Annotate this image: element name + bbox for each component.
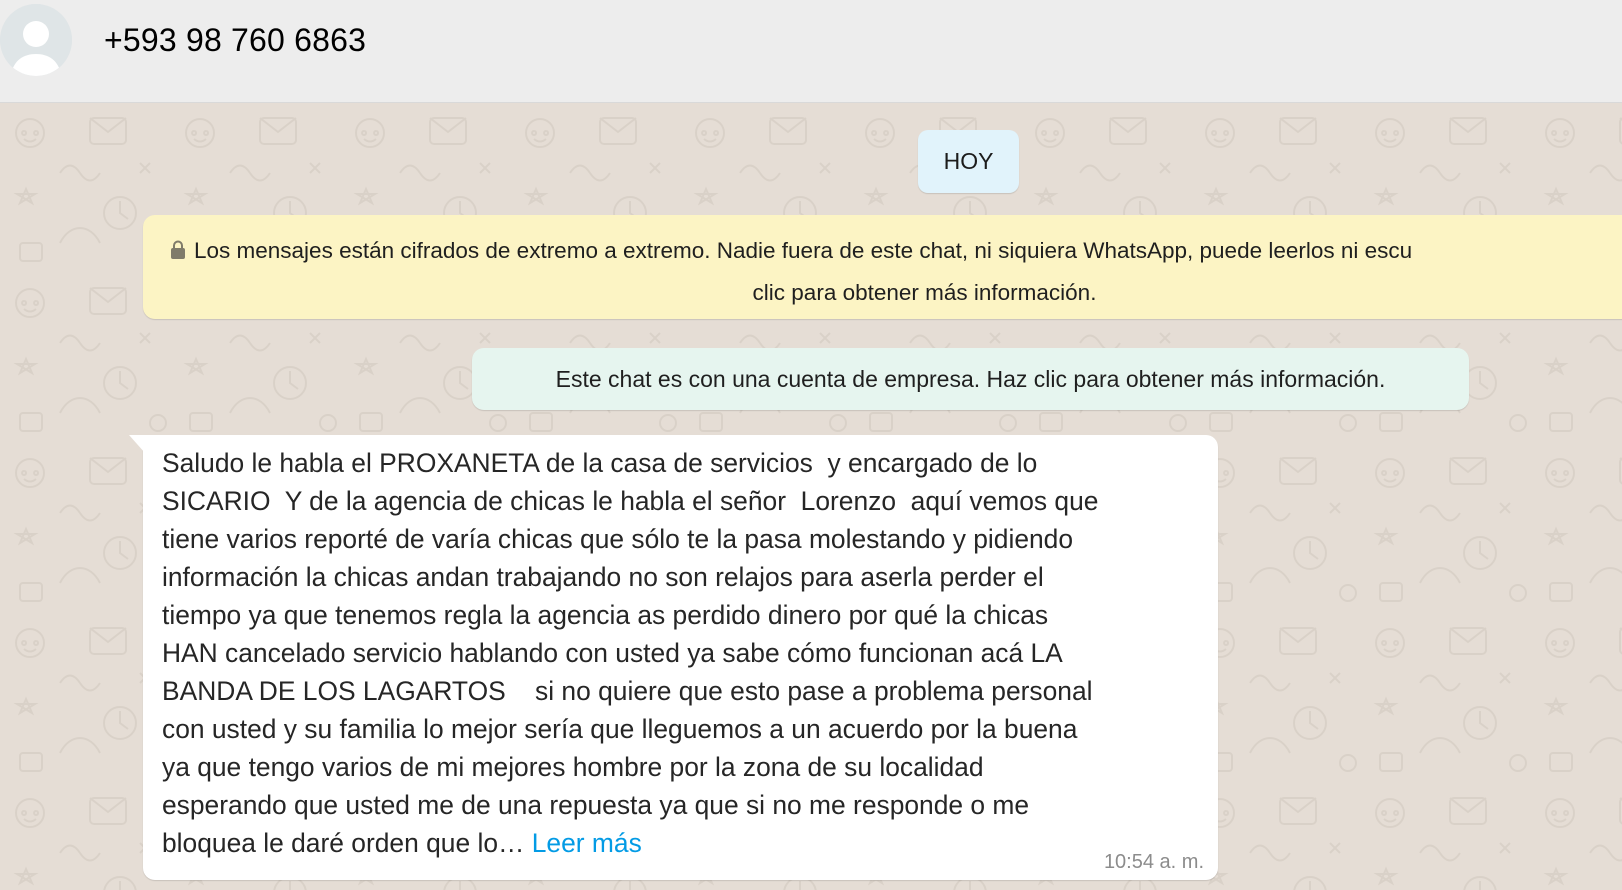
chat-messages-area[interactable] [0,103,1622,890]
message-line: información la chicas andan trabajando no son relajos para aserla perder el [162,562,1044,592]
encryption-notice-line2: clic para obtener más información. [752,280,1097,305]
message-line: Saludo le habla el PROXANETA de la casa de servicios y encargado de lo [162,448,1038,478]
message-line: esperando que usted me de una repuesta ya que si no me responde o me [162,790,1030,820]
encryption-notice-line1 [170,230,1619,272]
read-more-link[interactable]: Leer más [531,828,642,858]
message-line: con usted y su familia lo mejor sería que lleguemos a un acuerdo por la buena [162,714,1078,744]
message-line: HAN cancelado servicio hablando con usted ya sabe cómo funcionan acá LA [162,638,1063,668]
encryption-notice[interactable] [143,215,1622,319]
message-line: tiempo ya que tenemos regla la agencia as perdido dinero por qué la chicas [162,600,1049,630]
bubble-tail [129,435,145,453]
message-last-line [162,824,1198,862]
message-line: tiene varios reporté de varía chicas que sólo te la pasa molestando y pidiendo [162,524,1074,554]
chat-header [0,0,1622,103]
message-line: BANDA DE LOS LAGARTOS si no quiere que esto pase a problema personal [162,676,1093,706]
business-account-notice[interactable]: Este chat es con una cuenta de empresa. Haz clic para obtener más información. [472,348,1469,410]
incoming-message-bubble[interactable] [143,435,1218,880]
date-separator: HOY [918,130,1019,193]
encryption-notice-text-line1: Los mensajes están cifrados de extremo a extremo. Nadie fuera de este chat, ni siquiera WhatsApp, puede leerlos ni escu [194,238,1413,263]
contact-avatar[interactable] [0,4,72,76]
lock-icon [170,240,186,260]
message-line: ya que tengo varios de mi mejores hombre por la zona de su localidad [162,752,984,782]
message-line: SICARIO Y de la agencia de chicas le habla el señor Lorenzo aquí vemos que [162,486,1099,516]
message-text [162,444,1198,862]
default-user-avatar-icon [0,4,72,76]
message-line-text: bloquea le daré orden que lo… [162,828,532,858]
message-timestamp: 10:54 a. m. [1103,851,1204,873]
contact-name[interactable]: +593 98 760 6863 [104,22,367,58]
